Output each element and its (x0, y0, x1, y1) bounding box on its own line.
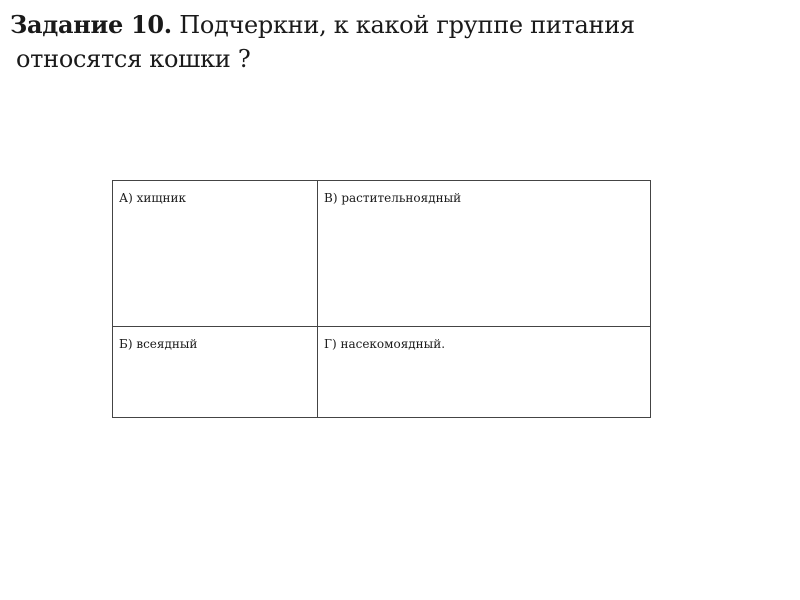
option-v-label: В) растительноядный (324, 191, 462, 205)
option-a-cell[interactable] (113, 181, 318, 327)
task-question-line2: относятся кошки ? (16, 45, 251, 73)
option-g-label: Г) насекомоядный. (324, 337, 446, 351)
task-heading (10, 8, 710, 76)
table-row (113, 327, 651, 418)
option-v-cell[interactable] (318, 181, 651, 327)
task-label: Задание 10. (10, 10, 172, 39)
task-question-line1: Подчеркни, к какой группе питания (171, 11, 635, 39)
option-b-label: Б) всеядный (119, 337, 198, 351)
option-b-cell[interactable] (113, 327, 318, 418)
answer-options-table (112, 180, 651, 418)
table-row (113, 181, 651, 327)
option-g-cell[interactable] (318, 327, 651, 418)
option-a-label: А) хищник (119, 191, 187, 205)
